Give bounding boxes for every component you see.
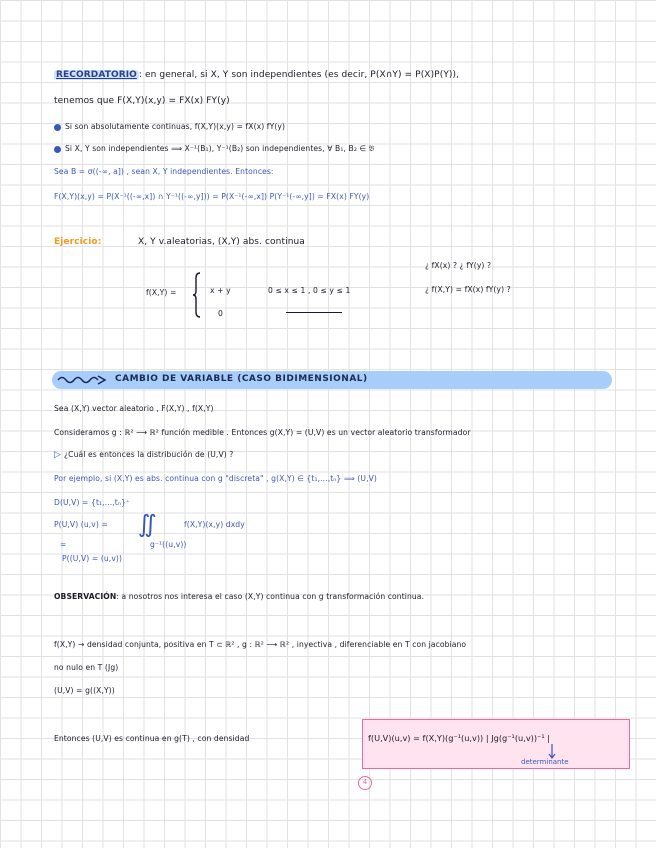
case-2-underline	[286, 312, 342, 313]
triangle-arrow-icon: ▷	[54, 450, 62, 460]
page-number: 4	[358, 776, 372, 790]
densidad-line-2: no nulo en T (Jg)	[54, 663, 119, 672]
result-formula-box	[362, 719, 630, 769]
bullet-dot-icon	[54, 124, 61, 131]
ejercicio-question-2: ¿ f(X,Y) = fX(x) fY(y) ?	[425, 285, 511, 294]
ejercicio-question-1: ¿ fX(x) ? ¿ fY(y) ?	[425, 261, 492, 270]
line-probability-equality: P((U,V) = (u,v))	[62, 554, 123, 563]
case-1-condition: 0 ≤ x ≤ 1 , 0 ≤ y ≤ 1	[268, 286, 351, 295]
recordatorio-line	[54, 70, 459, 80]
recordatorio-text: : en general, si X, Y son independientes (es decir, P(X∩Y) = P(X)P(Y)),	[138, 70, 460, 80]
line-probability: P(U,V) (u,v) =	[54, 520, 108, 529]
squiggle-arrow-icon	[56, 373, 108, 387]
observacion-line: OBSERVACIÓN: a nosotros nos interesa el caso (X,Y) continua con g transformación continua.	[54, 592, 425, 601]
bullet-1: Si son absolutamente continuas, f(X,Y)(x,y) = fX(x) fY(y)	[54, 122, 285, 131]
equals-sign: =	[60, 540, 67, 549]
entonces-line: Entonces (U,V) es continua en g(T) , con densidad	[54, 734, 250, 743]
line-question: ▷ ¿Cuál es entonces la distribución de (U,V) ?	[54, 450, 234, 460]
line-domain: D(U,V) = {t₁,...,tₙ}⁺	[54, 498, 130, 507]
case-2-expr: 0	[218, 309, 223, 318]
line-consideramos: Consideramos g : ℝ² ⟶ ℝ² función medible . Entonces g(X,Y) = (U,V) es un vector aleatorio transformador	[54, 428, 471, 437]
ejercicio-text: X, Y v.aleatorias, (X,Y) abs. continua	[138, 237, 305, 247]
result-formula: f(U,V)(u,v) = f(X,Y)(g⁻¹(u,v)) | Jg(g⁻¹(u,v))⁻¹ |	[368, 733, 551, 743]
case-1-expr: x + y	[210, 286, 231, 295]
integrand: f(X,Y)(x,y) dxdy	[184, 520, 245, 529]
integral-region: g⁻¹((u,v))	[150, 540, 187, 549]
determinante-note: determinante	[521, 758, 569, 766]
section-title: CAMBIO DE VARIABLE (CASO BIDIMENSIONAL)	[115, 374, 368, 384]
formula-line: F(X,Y)(x,y) = P(X⁻¹((-∞,x]) ∩ Y⁻¹((-∞,y])) = P(X⁻¹(-∞,x]) P(Y⁻¹(-∞,y]) = FX(x) FY(y)	[54, 192, 370, 201]
densidad-line-3: (U,V) = g((X,Y))	[54, 686, 115, 695]
line-por-ejemplo: Por ejemplo, si (X,Y) es abs. continua con g "discreta" , g(X,Y) ∈ {t₁,...,tₙ} ⟹ (U,V)	[54, 474, 377, 483]
densidad-line-1: f(X,Y) → densidad conjunta, positiva en T ⊂ ℝ² , g : ℝ² ⟶ ℝ² , inyectiva , diferenciable en T con jacobiano	[54, 640, 467, 649]
line-sea-vector: Sea (X,Y) vector aleatorio , F(X,Y) , f(X,Y)	[54, 404, 214, 413]
left-brace-icon	[193, 272, 203, 318]
recordatorio-label: RECORDATORIO	[56, 70, 137, 80]
density-lhs: f(X,Y) =	[146, 288, 177, 297]
ejercicio-label: Ejercicio:	[54, 237, 102, 247]
tenemos-line: tenemos que F(X,Y)(x,y) = FX(x) FY(y)	[54, 96, 230, 106]
double-integral-symbol: ∬	[138, 510, 158, 538]
sea-line: Sea B = σ((-∞, a]) , sean X, Y independientes. Entonces:	[54, 167, 274, 176]
bullet-2: Si X, Y son independientes ⟹ X⁻¹(B₁), Y⁻¹(B₂) son independientes, ∀ B₁, B₂ ∈ 𝔅	[54, 144, 374, 154]
bullet-dot-icon	[54, 146, 61, 153]
